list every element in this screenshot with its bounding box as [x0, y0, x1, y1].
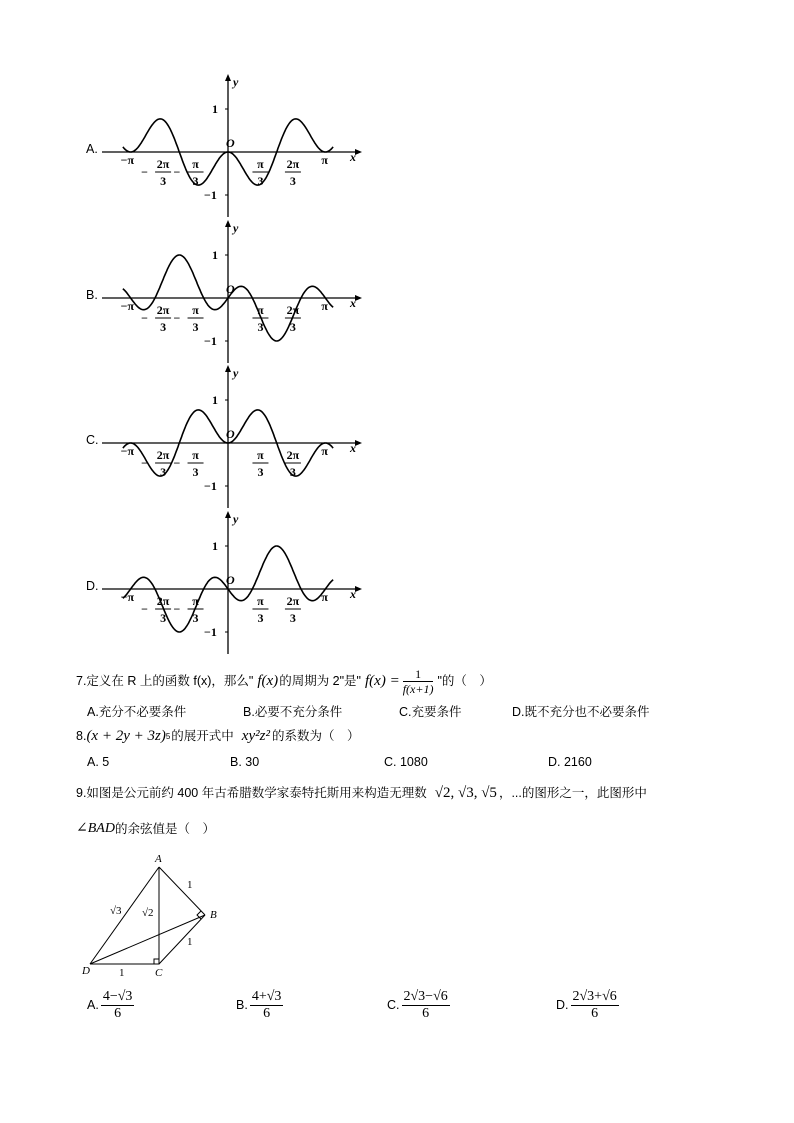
fraction-numerator: 2√3−√6	[403, 989, 448, 1004]
option-label: B.	[86, 288, 98, 302]
x-label-pi: π	[321, 444, 328, 458]
x-label-neg-pi: −π	[120, 444, 135, 458]
q9-option-c[interactable]	[387, 990, 450, 1021]
origin-label: O	[226, 282, 235, 296]
x-label-2pi-3-den: 3	[289, 611, 296, 625]
x-label-neg-2pi-3-den: 3	[160, 465, 167, 479]
graph-svg	[100, 72, 370, 217]
y-label-1: 1	[212, 393, 218, 407]
x-label-neg-2pi-3-num: 2π	[156, 157, 170, 171]
x-label-2pi-3-den: 3	[289, 174, 296, 188]
q8-option-c[interactable]: C. 1080	[384, 755, 428, 769]
x-axis-arrow	[355, 586, 362, 592]
q8-term: xy²z²	[241, 728, 270, 744]
q9-option-fraction	[250, 990, 284, 1021]
x-axis-label: x	[350, 296, 356, 310]
x-label-2pi-3-num: 2π	[286, 448, 300, 462]
question-7-stem	[76, 668, 492, 695]
origin-label: O	[226, 573, 235, 587]
function-graph	[100, 363, 370, 508]
x-label-neg-pi-3-minus: −	[173, 456, 181, 470]
q9-option-a[interactable]	[87, 990, 134, 1021]
y-axis-arrow	[225, 74, 231, 81]
x-label-neg-2pi-3-minus: −	[141, 165, 148, 179]
right-angle-mark	[154, 959, 159, 964]
y-axis-label: y	[233, 221, 239, 235]
graph-svg	[100, 218, 370, 363]
geometry-svg	[80, 850, 230, 980]
function-graph	[100, 218, 370, 363]
y-axis-label: y	[233, 75, 239, 89]
q9-option-label: C.	[387, 998, 400, 1013]
fraction-denominator: 6	[422, 1006, 430, 1021]
x-label-pi: π	[321, 590, 328, 604]
x-axis-arrow	[355, 295, 362, 301]
x-label-neg-pi-3-den: 3	[192, 465, 199, 479]
fraction-numerator: 4−√3	[102, 989, 133, 1004]
origin-label: O	[226, 427, 235, 441]
q8-lead: 8.	[76, 729, 87, 744]
x-label-neg-pi-3-den: 3	[192, 611, 199, 625]
q7-option-b[interactable]: B.必要不充分条件	[243, 705, 343, 719]
x-label-neg-pi-3-minus: −	[173, 311, 181, 325]
y-label-neg1: −1	[204, 334, 217, 348]
q9-option-fraction	[101, 990, 135, 1021]
x-axis-label: x	[350, 150, 356, 164]
x-label-neg-pi: −π	[120, 299, 135, 313]
fraction-numerator: 4+√3	[251, 989, 282, 1004]
question-8-stem	[76, 729, 359, 744]
q9-option-fraction	[402, 990, 450, 1021]
q7-mid: 的周期为 2"是"	[279, 674, 361, 689]
function-graph	[100, 509, 370, 654]
point-a: A	[155, 853, 162, 865]
fraction-numerator: 2√3+√6	[572, 989, 617, 1004]
option-label: A.	[86, 142, 98, 156]
question-9-stem-line2	[76, 822, 215, 836]
label-bc: 1	[187, 936, 193, 948]
q9-line1: 9.如图是公元前约 400 年古希腊数学家泰特托斯用来构造无理数	[76, 786, 427, 801]
x-label-2pi-3-num: 2π	[286, 157, 300, 171]
x-label-2pi-3-den: 3	[289, 320, 296, 334]
option-label: D.	[86, 579, 99, 593]
x-label-neg-pi-3-minus: −	[173, 602, 181, 616]
y-axis-arrow	[225, 365, 231, 372]
x-label-pi-3-den: 3	[257, 611, 264, 625]
q8-mid: 的展开式中	[171, 729, 234, 744]
q7-option-c[interactable]: C.充要条件	[399, 705, 462, 719]
q9-roots: √2, √3, √5	[434, 785, 497, 801]
graph-svg	[100, 363, 370, 508]
x-label-neg-2pi-3-den: 3	[160, 174, 167, 188]
x-axis-arrow	[355, 149, 362, 155]
q8-option-d[interactable]: D. 2160	[548, 755, 592, 769]
x-label-neg-pi-3-den: 3	[192, 174, 199, 188]
fraction-denominator: 6	[591, 1006, 599, 1021]
x-label-pi: π	[321, 153, 328, 167]
x-label-neg-pi-3-num: π	[192, 448, 199, 462]
y-label-1: 1	[212, 248, 218, 262]
q7-fraction	[403, 668, 434, 695]
label-ad: √3	[110, 905, 122, 917]
fraction-denominator: 6	[263, 1006, 271, 1021]
x-label-pi-3-num: π	[257, 448, 264, 462]
q9-option-label: A.	[87, 998, 99, 1013]
q9-angle: ∠BAD	[76, 821, 115, 836]
x-label-pi-3-num: π	[257, 303, 264, 317]
x-label-pi-3-den: 3	[257, 465, 264, 479]
y-axis-label: y	[233, 512, 239, 526]
function-graph	[100, 72, 370, 217]
label-dc: 1	[119, 967, 125, 979]
label-ac: √2	[142, 907, 154, 919]
q7-tail: "的（ ）	[437, 674, 492, 689]
x-label-2pi-3-den: 3	[289, 465, 296, 479]
x-label-neg-2pi-3-den: 3	[160, 611, 167, 625]
point-b: B	[210, 909, 217, 921]
y-axis-arrow	[225, 220, 231, 227]
origin-label: O	[226, 136, 235, 150]
q8-option-a[interactable]: A. 5	[87, 755, 110, 769]
x-label-neg-pi-3-minus: −	[173, 165, 181, 179]
q7-frac-den: f(x+1)	[402, 682, 434, 696]
question-9-stem-line1	[76, 786, 647, 801]
q8-option-b[interactable]: B. 30	[230, 755, 260, 769]
x-label-neg-pi-3-num: π	[192, 303, 199, 317]
x-axis-label: x	[350, 587, 356, 601]
x-label-neg-2pi-3-num: 2π	[156, 303, 170, 317]
q9-line2-tail: 的余弦值是（ ）	[114, 821, 215, 836]
y-label-neg1: −1	[204, 479, 217, 493]
fraction-denominator: 6	[114, 1006, 122, 1021]
y-label-neg1: −1	[204, 625, 217, 639]
x-label-neg-2pi-3-minus: −	[141, 456, 148, 470]
point-c: C	[155, 967, 163, 979]
x-label-neg-pi: −π	[120, 590, 135, 604]
y-label-1: 1	[212, 539, 218, 553]
y-label-1: 1	[212, 102, 218, 116]
x-label-2pi-3-num: 2π	[286, 594, 300, 608]
point-d: D	[82, 965, 90, 977]
label-ab: 1	[187, 879, 193, 891]
q7-option-d[interactable]: D.既不充分也不必要条件	[512, 705, 650, 719]
y-label-neg1: −1	[204, 188, 217, 202]
q7-expr: f(x)	[257, 673, 279, 689]
q8-exponent: 5	[165, 731, 171, 741]
x-label-neg-pi: −π	[120, 153, 135, 167]
x-axis-label: x	[350, 441, 356, 455]
q7-lead: 7.定义在 R 上的函数 f(x)，那么"	[76, 674, 254, 689]
q9-option-label: B.	[236, 998, 248, 1013]
q8-expr: (x + 2y + 3z)	[86, 728, 166, 744]
x-label-pi-3-num: π	[257, 157, 264, 171]
x-label-neg-2pi-3-num: 2π	[156, 594, 170, 608]
geometry-figure	[80, 850, 230, 980]
y-axis-arrow	[225, 511, 231, 518]
y-axis-label: y	[233, 366, 239, 380]
q8-tail: 的系数为（ ）	[271, 729, 360, 744]
q9-option-fraction	[571, 990, 619, 1021]
x-label-neg-pi-3-num: π	[192, 594, 199, 608]
q9-line1-tail: ，...的图形之一，此图形中	[498, 786, 647, 801]
graph-svg	[100, 509, 370, 654]
q9-option-d[interactable]	[556, 990, 619, 1021]
q7-option-a[interactable]: A.充分不必要条件	[87, 705, 187, 719]
x-label-pi-3-den: 3	[257, 174, 264, 188]
x-label-neg-pi-3-num: π	[192, 157, 199, 171]
x-label-pi: π	[321, 299, 328, 313]
q9-option-b[interactable]	[236, 990, 283, 1021]
q7-lhs: f(x) =	[365, 673, 400, 689]
option-label: C.	[86, 433, 99, 447]
x-label-2pi-3-num: 2π	[286, 303, 300, 317]
x-axis-arrow	[355, 440, 362, 446]
segment-ab	[159, 867, 205, 915]
x-label-neg-2pi-3-num: 2π	[156, 448, 170, 462]
x-label-neg-2pi-3-den: 3	[160, 320, 167, 334]
x-label-neg-2pi-3-minus: −	[141, 602, 148, 616]
x-label-neg-pi-3-den: 3	[192, 320, 199, 334]
x-label-neg-2pi-3-minus: −	[141, 311, 148, 325]
x-label-pi-3-den: 3	[257, 320, 264, 334]
x-label-pi-3-num: π	[257, 594, 264, 608]
q7-frac-num: 1	[403, 668, 434, 682]
segment-bc	[159, 915, 205, 964]
q9-option-label: D.	[556, 998, 569, 1013]
